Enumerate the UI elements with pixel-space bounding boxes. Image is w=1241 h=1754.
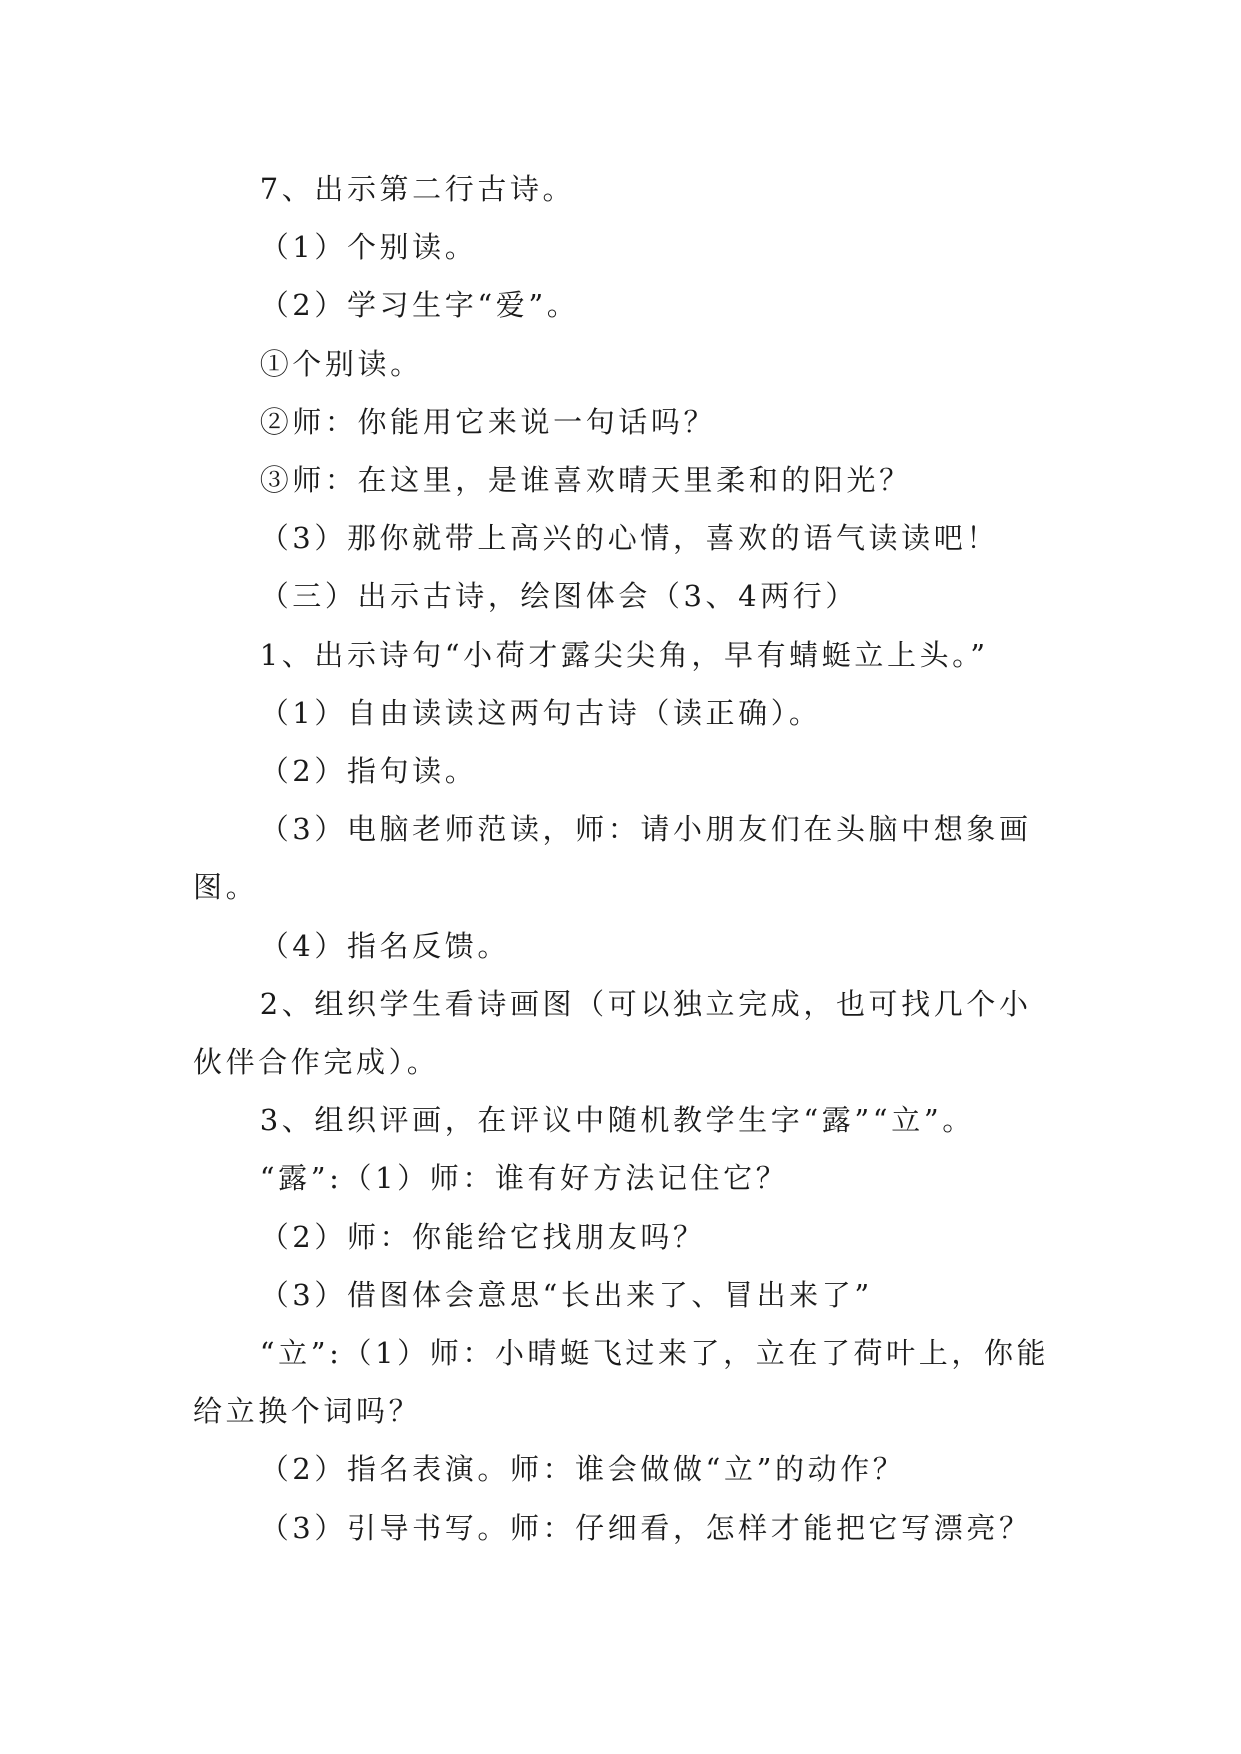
paragraph-sub-3: ③师：在这里，是谁喜欢晴天里柔和的阳光？ <box>259 463 912 498</box>
section-heading-three: （三）出示古诗，绘图体会（3、4两行） <box>259 579 858 614</box>
paragraph-draw-picture: 2、组织学生看诗画图（可以独立完成，也可找几个小伙伴合作完成）。 <box>193 986 1032 1080</box>
paragraph-step-7: 7、出示第二行古诗。 <box>259 172 576 206</box>
paragraph-free-reading: （1）自由读读这两句古诗（读正确）。 <box>259 695 822 730</box>
paragraph-learn-char-ai: （2）学习生字“爱”。 <box>259 288 580 323</box>
paragraph-sub-2: ②师：你能用它来说一句话吗？ <box>259 404 717 439</box>
paragraph-char-li-2: （2）指名表演。师：谁会做做“立”的动作？ <box>259 1452 906 1487</box>
paragraph-char-lu-2: （2）师：你能给它找朋友吗？ <box>259 1219 706 1254</box>
paragraph-individual-reading: （1）个别读。 <box>259 230 478 265</box>
paragraph-feedback: （4）指名反馈。 <box>259 928 510 963</box>
paragraph-char-li-3: （3）引导书写。师：仔细看，怎样才能把它写漂亮？ <box>259 1510 1032 1545</box>
paragraph-sentence-reading: （2）指句读。 <box>259 754 478 789</box>
paragraph-char-lu-1: “露”:（1）师：谁有好方法记住它？ <box>259 1161 789 1196</box>
paragraph-char-li-1: “立”:（1）师：小晴蜓飞过来了，立在了荷叶上，你能给立换个词吗？ <box>193 1336 1050 1429</box>
paragraph-read-happily: （3）那你就带上高兴的心情，喜欢的语气读读吧！ <box>259 521 999 556</box>
paragraph-show-poem-lines: 1、出示诗句“小荷才露尖尖角，早有蜻蜓立上头。” <box>259 637 989 672</box>
paragraph-char-lu-3: （3）借图体会意思“长出来了、冒出来了” <box>259 1277 873 1312</box>
paragraph-sub-1: ①个别读。 <box>259 346 423 381</box>
document-body <box>193 160 1053 1557</box>
paragraph-model-reading: （3）电脑老师范读，师：请小朋友们在头脑中想象画图。 <box>193 812 1032 905</box>
paragraph-evaluate-drawings: 3、组织评画，在评议中随机教学生字“露”“立”。 <box>259 1103 975 1138</box>
